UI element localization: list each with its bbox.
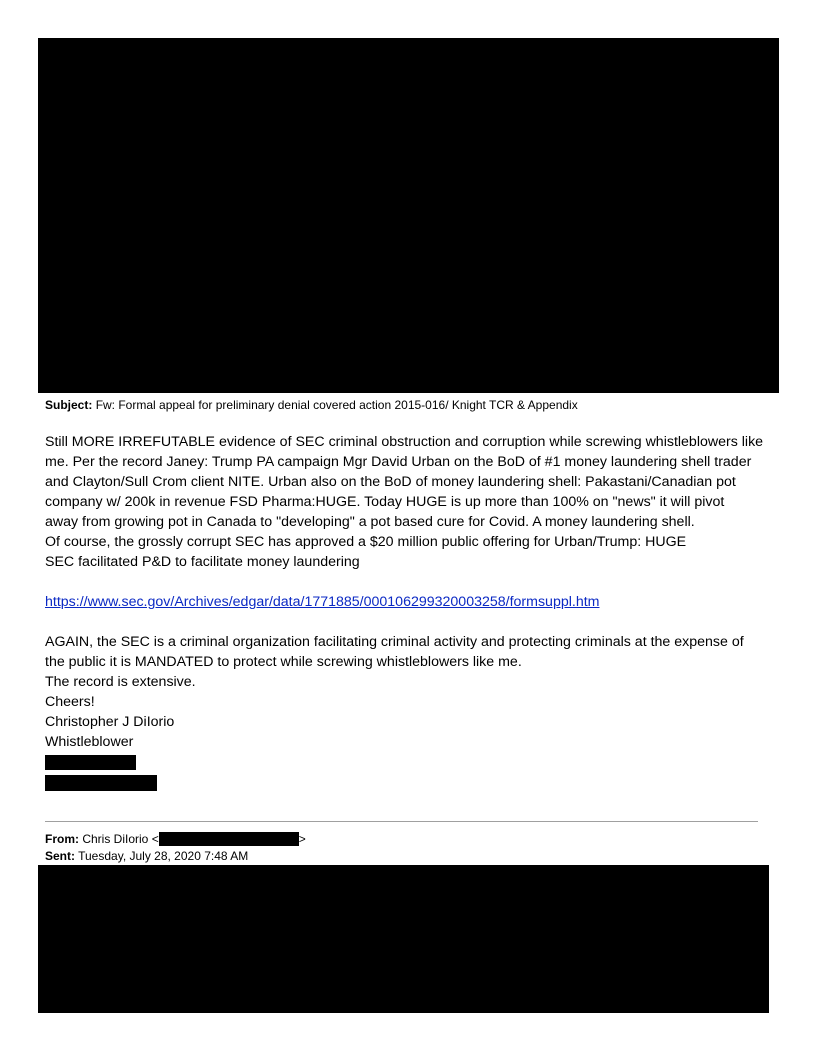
sec-filing-link[interactable]: https://www.sec.gov/Archives/edgar/data/1771885/000106299320003258/formsuppl.htm: [45, 594, 600, 610]
from-name: Chris DiIorio <: [82, 832, 159, 846]
subject-value: Fw: Formal appeal for preliminary denial covered action 2015-016/ Knight TCR & Appendix: [95, 398, 578, 412]
redaction-signature-2: [45, 775, 157, 791]
redaction-bottom: [38, 865, 769, 1013]
sent-label: Sent:: [45, 849, 75, 863]
from-label: From:: [45, 832, 79, 846]
email-body: [45, 432, 785, 752]
redaction-signature-1: [45, 755, 136, 770]
sent-line: [45, 849, 248, 864]
from-line: [45, 832, 306, 847]
body-line: AGAIN, the SEC is a criminal organization facilitating criminal activity and protecting criminals at the expense of: [45, 634, 744, 650]
body-line: and Clayton/Sull Crom client NITE. Urban also on the BoD of money laundering shell: Pakastani/Canadian pot: [45, 474, 736, 490]
sent-value: Tuesday, July 28, 2020 7:48 AM: [78, 849, 249, 863]
subject-label: Subject:: [45, 398, 93, 412]
body-line: the public it is MANDATED to protect while screwing whistleblowers like me.: [45, 654, 522, 670]
from-close: >: [298, 832, 306, 846]
body-line: me. Per the record Janey: Trump PA campaign Mgr David Urban on the BoD of #1 money laundering shell trader: [45, 454, 752, 470]
sender-role: Whistleblower: [45, 734, 134, 750]
link-paragraph: [45, 592, 785, 612]
body-line: Of course, the grossly corrupt SEC has approved a $20 million public offering for Urban/Trump: HUGE: [45, 534, 687, 550]
message-divider: [45, 821, 758, 822]
body-line: SEC facilitated P&D to facilitate money laundering: [45, 554, 360, 570]
redaction-top: [38, 38, 779, 393]
subject-line: [45, 398, 578, 413]
redaction-email: [159, 832, 299, 846]
body-paragraph-1: [45, 432, 785, 572]
body-line: company w/ 200k in revenue FSD Pharma:HUGE. Today HUGE is up more than 100% on "news" it will pivot: [45, 494, 725, 510]
sender-name: Christopher J DiIorio: [45, 714, 175, 730]
body-paragraph-2: [45, 632, 785, 752]
body-line: away from growing pot in Canada to "developing" a pot based cure for Covid. A money laundering shell.: [45, 514, 695, 530]
body-line: The record is extensive.: [45, 674, 196, 690]
body-line: Still MORE IRREFUTABLE evidence of SEC criminal obstruction and corruption while screwing whistleblowers like: [45, 434, 764, 450]
signoff: Cheers!: [45, 694, 95, 710]
